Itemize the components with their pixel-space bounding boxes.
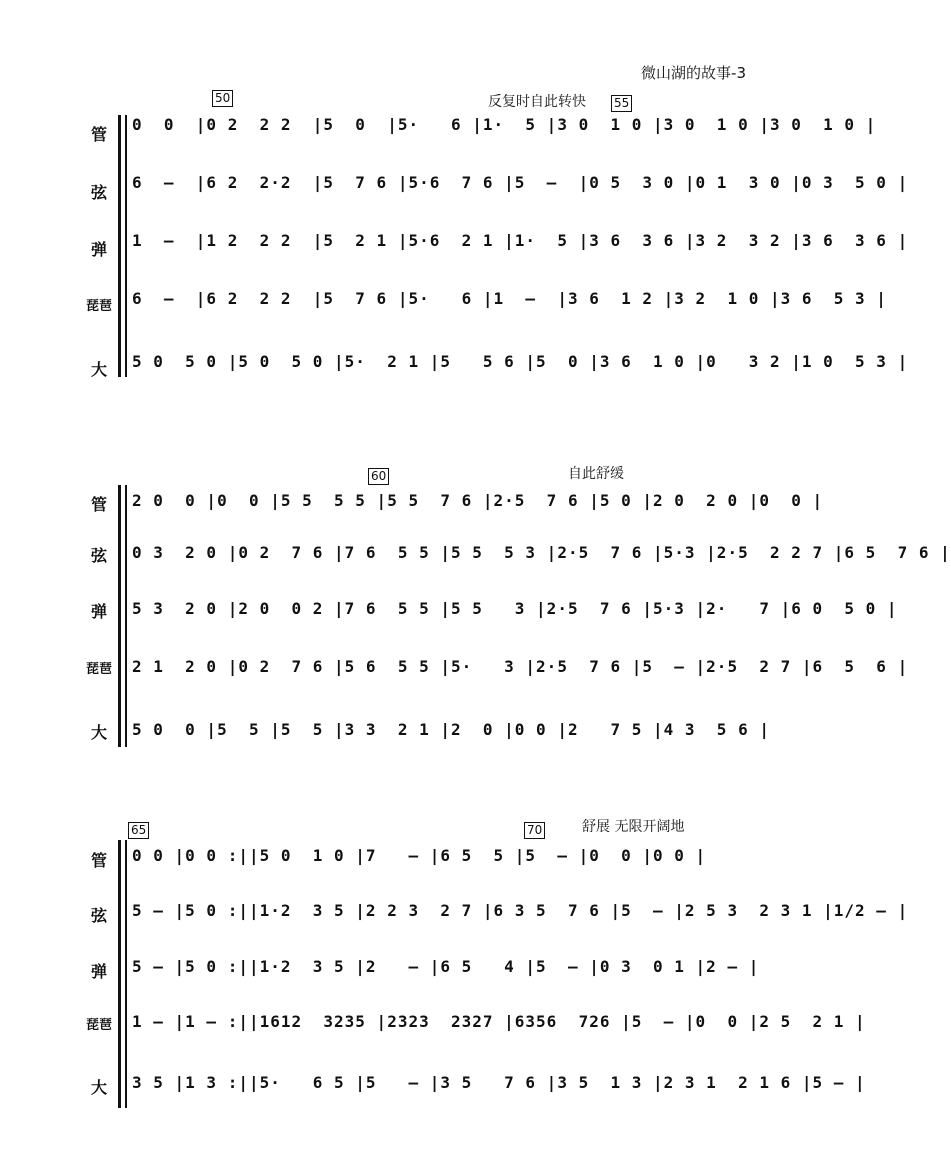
instrument-label-pipa: 琵琶: [86, 662, 113, 677]
instrument-label-guan: 管: [90, 851, 107, 870]
notation-row: 5 0 5 0 |5 0 5 0 |5· 2 1 |5 5 6 |5 0 |3 6 1 0 |0 3 2 |1 0 5 3 |: [132, 352, 909, 371]
notation-row: 2 1 2 0 |0 2 7 6 |5 6 5 5 |5· 3 |2·5 7 6 |5 – |2·5 2 7 |6 5 6 |: [132, 657, 909, 676]
notation-row: 1 – |1 2 2 2 |5 2 1 |5·6 2 1 |1· 5 |3 6 3 6 |3 2 3 2 |3 6 3 6 |: [132, 231, 909, 250]
instrument-label-pipa: 琵琶: [86, 299, 113, 314]
score-system-3: [0, 818, 909, 1118]
measure-number: 70: [524, 822, 545, 839]
notation-row: 0 0 |0 2 2 2 |5 0 |5· 6 |1· 5 |3 0 1 0 |3 0 1 0 |3 0 1 0 |: [132, 115, 877, 134]
score-system-2: [0, 465, 951, 765]
notation-row: 0 0 |0 0 :||5 0 1 0 |7 – |6 5 5 |5 – |0 0 |0 0 |: [132, 846, 707, 865]
measure-number: 50: [212, 90, 233, 107]
system-bracket-inner: [125, 485, 127, 747]
instrument-label-xian: 弦: [90, 906, 107, 925]
instrument-label-da: 大: [90, 360, 107, 379]
system-bracket-inner: [125, 840, 127, 1108]
instrument-label-guan: 管: [90, 125, 107, 144]
notation-row: 1 – |1 – :||1612 3235 |2323 2327 |6356 726 |5 – |0 0 |2 5 2 1 |: [132, 1012, 866, 1031]
notation-row: 6 – |6 2 2 2 |5 7 6 |5· 6 |1 – |3 6 1 2 |3 2 1 0 |3 6 5 3 |: [132, 289, 887, 308]
instrument-label-tan: 弹: [90, 962, 107, 981]
tempo-annotation: 反复时自此转快: [488, 94, 586, 110]
notation-row: 3 5 |1 3 :||5· 6 5 |5 – |3 5 7 6 |3 5 1 3 |2 3 1 2 1 6 |5 – |: [132, 1073, 866, 1092]
instrument-label-guan: 管: [90, 495, 107, 514]
notation-row: 0 3 2 0 |0 2 7 6 |7 6 5 5 |5 5 5 3 |2·5 7 6 |5·3 |2·5 2 2 7 |6 5 7 6 |: [132, 543, 951, 562]
instrument-label-da: 大: [90, 1078, 107, 1097]
notation-row: 6 – |6 2 2·2 |5 7 6 |5·6 7 6 |5 – |0 5 3 0 |0 1 3 0 |0 3 5 0 |: [132, 173, 909, 192]
page-header: 微山湖的故事-3: [641, 64, 746, 82]
system-bracket: [118, 115, 121, 377]
tempo-annotation: 舒展 无限开阔地: [582, 819, 685, 835]
tempo-annotation: 自此舒缓: [568, 466, 624, 482]
measure-number: 65: [128, 822, 149, 839]
notation-row: 5 – |5 0 :||1·2 3 5 |2 2 3 2 7 |6 3 5 7 6 |5 – |2 5 3 2 3 1 |1/2 – |: [132, 901, 909, 920]
instrument-label-pipa: 琵琶: [86, 1018, 113, 1033]
score-system-1: [0, 91, 909, 395]
notation-row: 2 0 0 |0 0 |5 5 5 5 |5 5 7 6 |2·5 7 6 |5 0 |2 0 2 0 |0 0 |: [132, 491, 824, 510]
instrument-label-xian: 弦: [90, 546, 107, 565]
system-bracket-inner: [125, 115, 127, 377]
measure-number: 55: [611, 95, 632, 112]
instrument-label-xian: 弦: [90, 183, 107, 202]
notation-row: 5 – |5 0 :||1·2 3 5 |2 – |6 5 4 |5 – |0 3 0 1 |2 – |: [132, 957, 760, 976]
instrument-label-tan: 弹: [90, 240, 107, 259]
measure-number: 60: [368, 468, 389, 485]
instrument-label-tan: 弹: [90, 602, 107, 621]
instrument-label-da: 大: [90, 723, 107, 742]
system-bracket: [118, 840, 121, 1108]
notation-row: 5 3 2 0 |2 0 0 2 |7 6 5 5 |5 5 3 |2·5 7 6 |5·3 |2· 7 |6 0 5 0 |: [132, 599, 898, 618]
system-bracket: [118, 485, 121, 747]
notation-row: 5 0 0 |5 5 |5 5 |3 3 2 1 |2 0 |0 0 |2 7 5 |4 3 5 6 |: [132, 720, 770, 739]
